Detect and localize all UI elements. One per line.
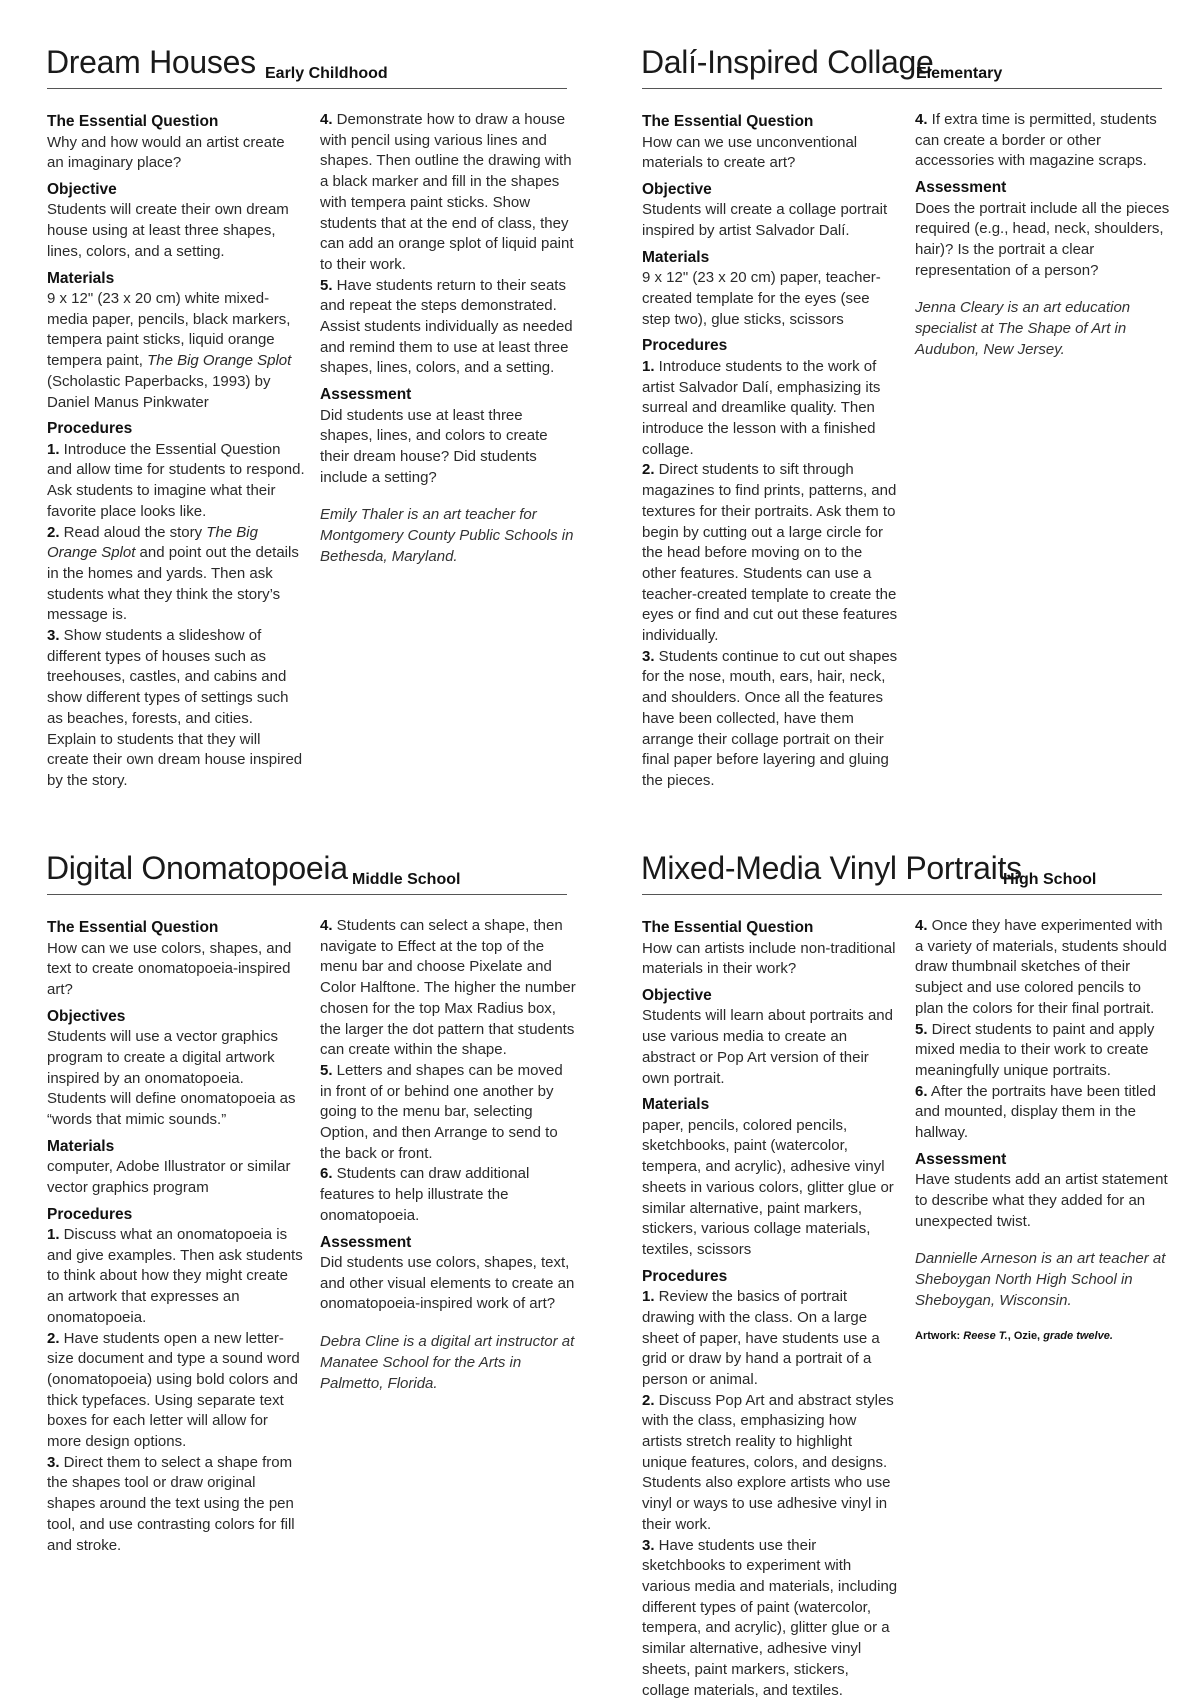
procedure-step: 2. Have students open a new letter-size document and type a sound word (onomatopoeia) using bold colors and thick typefaces. Using separate text boxes for each letter will allow for more design options. (47, 1329, 300, 1451)
procedure-step: 2. Discuss Pop Art and abstract styles with the class, emphasizing how artists stretch reality to highlight unique features, colors, and designs. Students also explore artists who use vinyl or ways to use adhesive vinyl in their work. (642, 1391, 894, 1533)
procedure-step: 3. Direct them to select a shape from the shapes tool or draw original shapes around the text using the pen tool, and use contrasting colors for fill and stroke. (47, 1453, 295, 1554)
objective-text: Students will use a vector graphics program to create a digital artwork inspired by an onomatopoeia. Students will define onomatopoeia as “words that mimic sounds.” (47, 1028, 296, 1128)
procedures-heading: Procedures (642, 1267, 728, 1285)
lesson-header (47, 44, 567, 89)
lesson-title: Dream Houses (46, 44, 256, 80)
grade-level: High School (1003, 871, 1097, 888)
column-right (320, 918, 578, 1394)
objective-text: Students will create their own dream house using at least three shapes, lines, colors, and a setting. (47, 201, 289, 260)
procedure-step: 3. Have students use their sketchbooks to experiment with various media and materials, including different types of paint (watercolor, tempera, and acrylic), glitter glue or a similar alternative, adhesive vinyl sheets, paint markers, stickers, collage materials, and textiles. (642, 1536, 898, 1699)
procedure-step: 4. Students can select a shape, then navigate to Effect at the top of the menu bar and choose Pixelate and Color Halftone. The higher the number chosen for the top Max Radius box, the larger the dot pattern that students can create within the shape. (320, 917, 576, 1059)
column-left (642, 112, 900, 792)
procedures-heading: Procedures (47, 1205, 133, 1223)
procedure-step: 2. Direct students to sift through magazines to find prints, patterns, and textures for their portraits. Ask them to begin by cutting out a large circle for the head before moving on to the other features. Students can use a teacher-created template to create the eyes or find and cut out these features individually. (642, 461, 898, 645)
lesson-title: Mixed-Media Vinyl Portraits (641, 850, 1022, 886)
objective-heading: Objective (642, 986, 712, 1004)
materials-text: paper, pencils, colored pencils, sketchbooks, paint (watercolor, tempera, and acrylic), adhesive vinyl sheets in various colors, glitter glue or similar alternative, paint markers, stickers, various collage materials, textiles, scissors (642, 1116, 894, 1258)
lesson-title: Dalí-Inspired Collage (641, 44, 934, 80)
assessment-heading: Assessment (915, 1150, 1007, 1168)
question-heading: The Essential Question (47, 919, 219, 936)
lesson-digital-onomatopoeia (46, 850, 576, 1554)
question-text: Why and how would an artist create an imaginary place? (47, 133, 285, 172)
procedure-step: 4. Demonstrate how to draw a house with pencil using various lines and shapes. Then outline the drawing with a black marker and fill in the shapes with tempera paint sticks. Show students that at the end of class, they can add an orange splot of liquid paint to their work. (320, 111, 574, 273)
column-left (642, 918, 900, 1701)
materials-heading: Materials (47, 1137, 115, 1155)
procedure-step: 1. Review the basics of portrait drawing with the class. On a large sheet of paper, have students use a grid or draw by hand a portrait of a person or animal. (642, 1288, 880, 1388)
procedure-step: 3. Show students a slideshow of different types of houses such as treehouses, castles, and cabins and show different types of settings such as beaches, forests, and cities. Explain to students that they will create their own dream house inspired by the story. (47, 627, 303, 789)
procedure-step: 4. If extra time is permitted, students can create a border or other accessories with magazine scraps. (915, 111, 1157, 170)
column-left (47, 112, 305, 792)
procedure-step: 5. Letters and shapes can be moved in front of or behind one another by going to the menu bar, selecting Option, and then Arrange to send to the back or front. (320, 1061, 563, 1162)
objective-heading: Objective (47, 180, 117, 198)
question-text: How can artists include non-traditional materials in their work? (642, 939, 896, 978)
procedures-heading: Procedures (47, 420, 133, 438)
question-text: How can we use colors, shapes, and text to create onomatopoeia-inspired art? (47, 939, 292, 998)
procedure-step: 1. Introduce the Essential Question and allow time for students to respond. Ask students to imagine what their favorite place looks like. (47, 440, 305, 520)
assessment-text: Did students use colors, shapes, text, and other visual elements to create an onomatopoeia-inspired work of art? (320, 1254, 575, 1313)
column-left (47, 918, 305, 1556)
procedure-step: 1. Introduce students to the work of artist Salvador Dalí, emphasizing its surreal and dreamlike quality. Then introduce the lesson with a finished collage. (642, 357, 881, 458)
question-heading: The Essential Question (642, 919, 814, 936)
question-heading: The Essential Question (47, 113, 219, 130)
question-text: How can we use unconventional materials to create art? (642, 133, 858, 172)
grade-level: Middle School (352, 871, 461, 888)
materials-text: 9 x 12" (23 x 20 cm) white mixed-media paper, pencils, black markers, tempera paint sticks, liquid orange tempera paint, The Big Orange Splot (Scholastic Paperbacks, 1993) by Daniel Manus Pinkwater (47, 290, 292, 411)
procedure-step: 3. Students continue to cut out shapes for the nose, mouth, ears, hair, neck, and shoulders. Once all the features have been collected, have them arrange their collage portrait on their final paper before layering and gluing the pieces. (642, 647, 898, 789)
objective-heading: Objectives (47, 1007, 126, 1025)
materials-text: computer, Adobe Illustrator or similar vector graphics program (47, 1158, 291, 1196)
lesson-title: Digital Onomatopoeia (46, 850, 348, 886)
materials-heading: Materials (47, 269, 115, 287)
objective-text: Students will create a collage portrait inspired by artist Salvador Dalí. (642, 201, 888, 240)
materials-heading: Materials (642, 248, 710, 266)
grade-level: Early Childhood (265, 65, 388, 82)
assessment-heading: Assessment (320, 386, 412, 404)
assessment-text: Does the portrait include all the pieces required (e.g., head, neck, shoulders, hair)? Is the portrait a clear representation of a person? (915, 199, 1170, 279)
lesson-header (642, 850, 1162, 895)
author-bio: Jenna Cleary is an art education specialist at The Shape of Art in Audubon, New Jersey. (915, 299, 1131, 358)
procedure-step: 4. Once they have experimented with a variety of materials, students should draw thumbnail sketches of their subject and use colored pencils to plan the colors for their final portrait. (915, 917, 1167, 1017)
objective-heading: Objective (642, 180, 712, 198)
column-right (915, 918, 1173, 1354)
materials-text: 9 x 12" (23 x 20 cm) paper, teacher-created template for the eyes (see step two), glue sticks, scissors (642, 269, 881, 328)
lesson-dali-collage (641, 44, 1170, 789)
assessment-heading: Assessment (320, 1233, 412, 1251)
assessment-text: Have students add an artist statement to describe what they added for an unexpected twist. (915, 1171, 1168, 1230)
assessment-heading: Assessment (915, 179, 1007, 197)
procedure-step: 6. Students can draw additional features to help illustrate the onomatopoeia. (320, 1165, 530, 1224)
assessment-text: Did students use at least three shapes, lines, and colors to create their dream house? Did students include a setting? (320, 406, 548, 486)
column-right (320, 112, 578, 568)
procedure-step: 6. After the portraits have been titled and mounted, display them in the hallway. (915, 1082, 1156, 1142)
procedure-step: 5. Direct students to paint and apply mixed media to their work to create meaningfully unique portraits. (915, 1020, 1155, 1079)
grade-level: Elementary (916, 65, 1003, 82)
lesson-header (47, 850, 567, 895)
lesson-header (642, 44, 1162, 89)
column-right (915, 112, 1173, 361)
procedure-step: 2. Read aloud the story The Big Orange Splot and point out the details in the homes and yards. Then ask students what they think the story’s message is. (47, 523, 299, 624)
author-bio: Dannielle Arneson is an art teacher at Sheboygan North High School in Sheboygan, Wisconsin. (915, 1250, 1166, 1309)
lesson-vinyl-portraits (641, 850, 1168, 1699)
author-bio: Emily Thaler is an art teacher for Montgomery County Public Schools in Bethesda, Maryland. (320, 506, 574, 565)
objective-text: Students will learn about portraits and use various media to create an abstract or Pop Art version of their own portrait. (642, 1007, 893, 1087)
artwork-credit: Artwork: Reese T., Ozie, grade twelve. (915, 1330, 1113, 1343)
procedures-heading: Procedures (642, 337, 728, 355)
procedure-step: 5. Have students return to their seats and repeat the steps demonstrated. Assist students individually as needed and remind them to use at least three shapes, lines, colors, and a setting. (320, 276, 573, 377)
materials-heading: Materials (642, 1096, 710, 1114)
lesson-dream-houses (46, 44, 574, 789)
question-heading: The Essential Question (642, 113, 814, 130)
author-bio: Debra Cline is a digital art instructor at Manatee School for the Arts in Palmetto, Florida. (320, 1333, 575, 1392)
procedure-step: 1. Discuss what an onomatopoeia is and give examples. Then ask students to think about how they might create an artwork that expresses an onomatopoeia. (47, 1226, 303, 1326)
